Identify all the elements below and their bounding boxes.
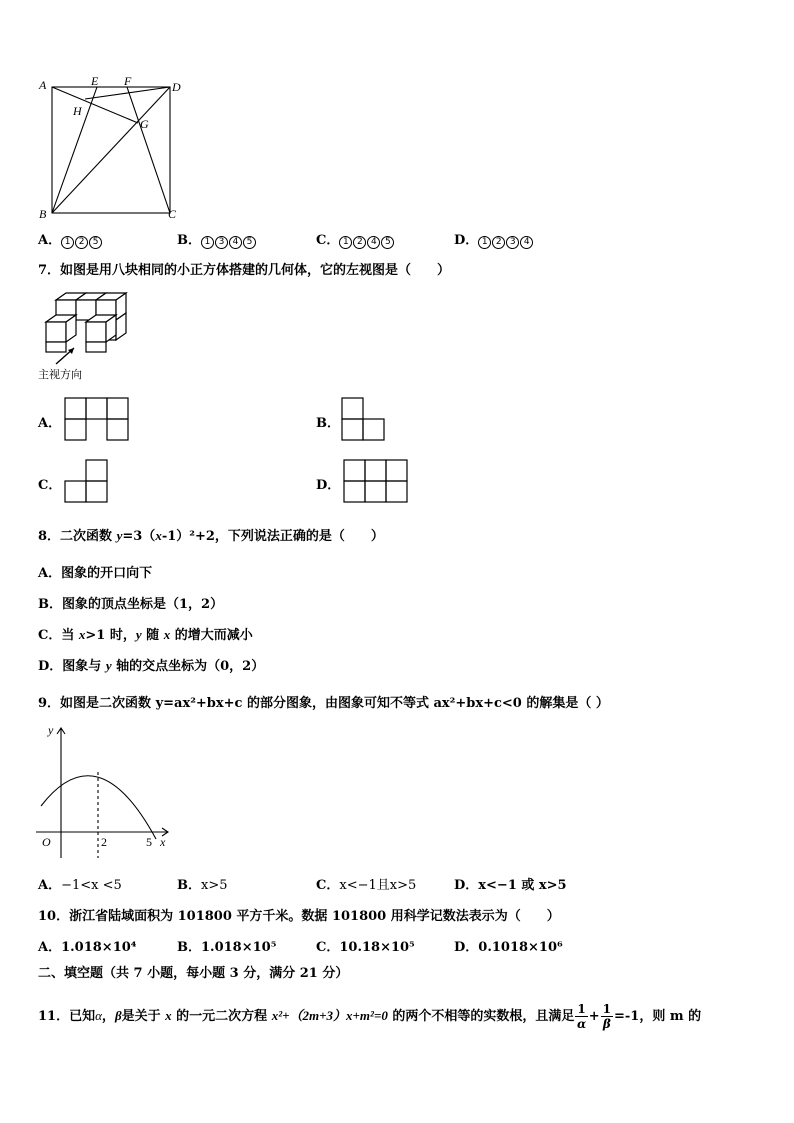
label-E: E bbox=[91, 74, 99, 88]
fraction-1-over-beta bbox=[601, 1002, 613, 1031]
origin-label: O bbox=[42, 835, 51, 849]
q10-stem: 10．浙江省陆域面积为 101800 平方千米。数据 101800 用科学记数法表示为（ ） bbox=[38, 909, 560, 924]
circled-number: 1 bbox=[478, 236, 491, 249]
option-text: 随 bbox=[141, 628, 164, 643]
x-axis-label: x bbox=[160, 835, 166, 849]
option-letter: C． bbox=[316, 940, 340, 955]
option-letter: D． bbox=[38, 659, 63, 674]
stem-text: 的两个不相等的实数根，且满足 bbox=[387, 1009, 575, 1024]
q6-option-d[interactable] bbox=[454, 229, 534, 249]
circled-number: 2 bbox=[75, 236, 88, 249]
var-x: x bbox=[165, 1008, 172, 1023]
circled-number: 4 bbox=[229, 236, 242, 249]
q8-option-c[interactable] bbox=[38, 624, 253, 643]
q7-option-a-letter[interactable]: A． bbox=[38, 416, 62, 431]
stem-text: 是关于 bbox=[121, 1009, 166, 1024]
tick-2: 2 bbox=[101, 835, 107, 849]
q7-option-d-letter[interactable]: D． bbox=[316, 478, 341, 493]
option-text: 1.018×10⁵ bbox=[201, 940, 277, 955]
circled-number: 3 bbox=[215, 236, 228, 249]
option-letter: D． bbox=[454, 233, 479, 248]
denominator: α bbox=[576, 1017, 587, 1031]
stem-text: =3（ bbox=[122, 529, 156, 544]
tick-5: 5 bbox=[146, 835, 152, 849]
view-option-c[interactable] bbox=[64, 459, 110, 505]
option-text: x>5 bbox=[201, 878, 228, 893]
denominator: β bbox=[602, 1017, 611, 1031]
equation: x²+（2m+3）x+m²=0 bbox=[271, 1008, 388, 1023]
option-text: 0.1018×10⁶ bbox=[478, 940, 563, 955]
q6-option-b[interactable] bbox=[177, 229, 257, 249]
option-letter: A． bbox=[38, 878, 62, 893]
q8-stem bbox=[38, 525, 384, 544]
line-BD bbox=[52, 87, 170, 213]
var-x: x bbox=[155, 528, 162, 543]
q8-option-d[interactable] bbox=[38, 655, 264, 674]
stem-text: 的一元二次方程 bbox=[171, 1009, 272, 1024]
q7-option-b-letter[interactable]: B． bbox=[316, 416, 340, 431]
q8-option-a[interactable] bbox=[38, 562, 152, 581]
option-text: 1.018×10⁴ bbox=[61, 940, 137, 955]
circled-number: 2 bbox=[492, 236, 505, 249]
q10-option-d[interactable] bbox=[454, 936, 563, 955]
stem-text: ， bbox=[101, 1009, 115, 1024]
q10-option-a[interactable] bbox=[38, 936, 136, 955]
var-x: x bbox=[78, 627, 86, 642]
option-letter: D． bbox=[454, 878, 479, 893]
var-beta: β bbox=[114, 1008, 122, 1023]
circled-number: 5 bbox=[243, 236, 256, 249]
q9-option-a[interactable] bbox=[38, 874, 122, 893]
option-letter: B． bbox=[177, 233, 201, 248]
label-F: F bbox=[124, 74, 132, 88]
q8-option-b[interactable] bbox=[38, 593, 223, 612]
label-G: G bbox=[140, 117, 149, 131]
option-letter: A． bbox=[38, 233, 62, 248]
option-letter: C． bbox=[316, 233, 340, 248]
var-alpha: α bbox=[95, 1008, 102, 1023]
direction-label: 主视方向 bbox=[38, 368, 82, 381]
circled-number: 3 bbox=[506, 236, 519, 249]
var-y: y bbox=[105, 658, 112, 673]
y-axis-label: y bbox=[48, 723, 54, 737]
parabola-graph bbox=[36, 722, 176, 862]
view-option-a[interactable] bbox=[64, 397, 132, 443]
q10-option-c[interactable] bbox=[316, 936, 415, 955]
option-letter: C． bbox=[316, 878, 340, 893]
option-text: x<−1 或 x>5 bbox=[478, 878, 567, 893]
stem-text: 8．二次函数 bbox=[38, 529, 117, 544]
line-CF bbox=[127, 87, 170, 213]
var-y: y bbox=[116, 528, 123, 543]
label-C: C bbox=[168, 207, 177, 221]
option-text: 的增大而减小 bbox=[170, 628, 253, 643]
stem-text: =-1，则 m 的 bbox=[614, 1009, 702, 1024]
view-option-b[interactable] bbox=[341, 397, 387, 443]
q11-stem bbox=[38, 1002, 701, 1031]
option-text: 图象的开口向下 bbox=[61, 566, 153, 581]
option-letter: B． bbox=[38, 597, 62, 612]
numerator: 1 bbox=[577, 1002, 586, 1016]
circled-number: 1 bbox=[339, 236, 352, 249]
q9-option-c[interactable] bbox=[316, 874, 416, 893]
circled-number: 5 bbox=[381, 236, 394, 249]
circled-number: 5 bbox=[89, 236, 102, 249]
circled-number: 1 bbox=[61, 236, 74, 249]
q6-option-a[interactable] bbox=[38, 229, 103, 249]
option-letter: D． bbox=[454, 940, 479, 955]
q6-option-c[interactable] bbox=[316, 229, 395, 249]
square-figure bbox=[30, 70, 190, 230]
label-D: D bbox=[172, 80, 181, 94]
option-text: 当 bbox=[61, 628, 79, 643]
option-text: 10.18×10⁵ bbox=[339, 940, 415, 955]
q9-stem: 9．如图是二次函数 y=ax²+bx+c 的部分图象，由图象可知不等式 ax²+bx+c<0 的解集是（ ） bbox=[38, 696, 609, 711]
option-letter: C． bbox=[38, 628, 62, 643]
option-letter: A． bbox=[38, 940, 62, 955]
option-text: 轴的交点坐标为（0，2） bbox=[111, 659, 265, 674]
q7-stem: 7．如图是用八块相同的小正方体搭建的几何体，它的左视图是（ ） bbox=[38, 263, 451, 278]
option-text: x<−1且x>5 bbox=[339, 878, 417, 893]
option-text: 图象的顶点坐标是（1，2） bbox=[62, 597, 224, 612]
circled-number: 4 bbox=[520, 236, 533, 249]
circled-number: 1 bbox=[201, 236, 214, 249]
var-y: y bbox=[135, 627, 142, 642]
label-H: H bbox=[73, 104, 82, 118]
option-letter: B． bbox=[177, 878, 201, 893]
var-x: x bbox=[163, 627, 171, 642]
label-B: B bbox=[39, 207, 47, 221]
plus-sign: + bbox=[588, 1009, 600, 1024]
stem-text: -1）²+2，下列说法正确的是（ ） bbox=[161, 529, 384, 544]
option-letter: B． bbox=[177, 940, 201, 955]
circled-number: 4 bbox=[367, 236, 380, 249]
option-text: −1<x <5 bbox=[61, 878, 122, 893]
q9-option-b[interactable] bbox=[177, 874, 228, 893]
option-text: >1 时， bbox=[85, 628, 136, 643]
option-text: 图象与 bbox=[62, 659, 106, 674]
option-letter: A． bbox=[38, 566, 62, 581]
view-option-d[interactable] bbox=[343, 459, 411, 505]
stem-text: 11．已知 bbox=[38, 1009, 96, 1024]
q9-option-d[interactable] bbox=[454, 874, 567, 893]
fraction-1-over-alpha bbox=[575, 1002, 587, 1031]
section-heading: 二、填空题（共 7 小题，每小题 3 分，满分 21 分） bbox=[38, 966, 349, 981]
q7-option-c-letter[interactable]: C． bbox=[38, 478, 62, 493]
numerator: 1 bbox=[602, 1002, 612, 1016]
q10-option-b[interactable] bbox=[177, 936, 276, 955]
circled-number: 2 bbox=[353, 236, 366, 249]
label-A: A bbox=[39, 78, 47, 92]
